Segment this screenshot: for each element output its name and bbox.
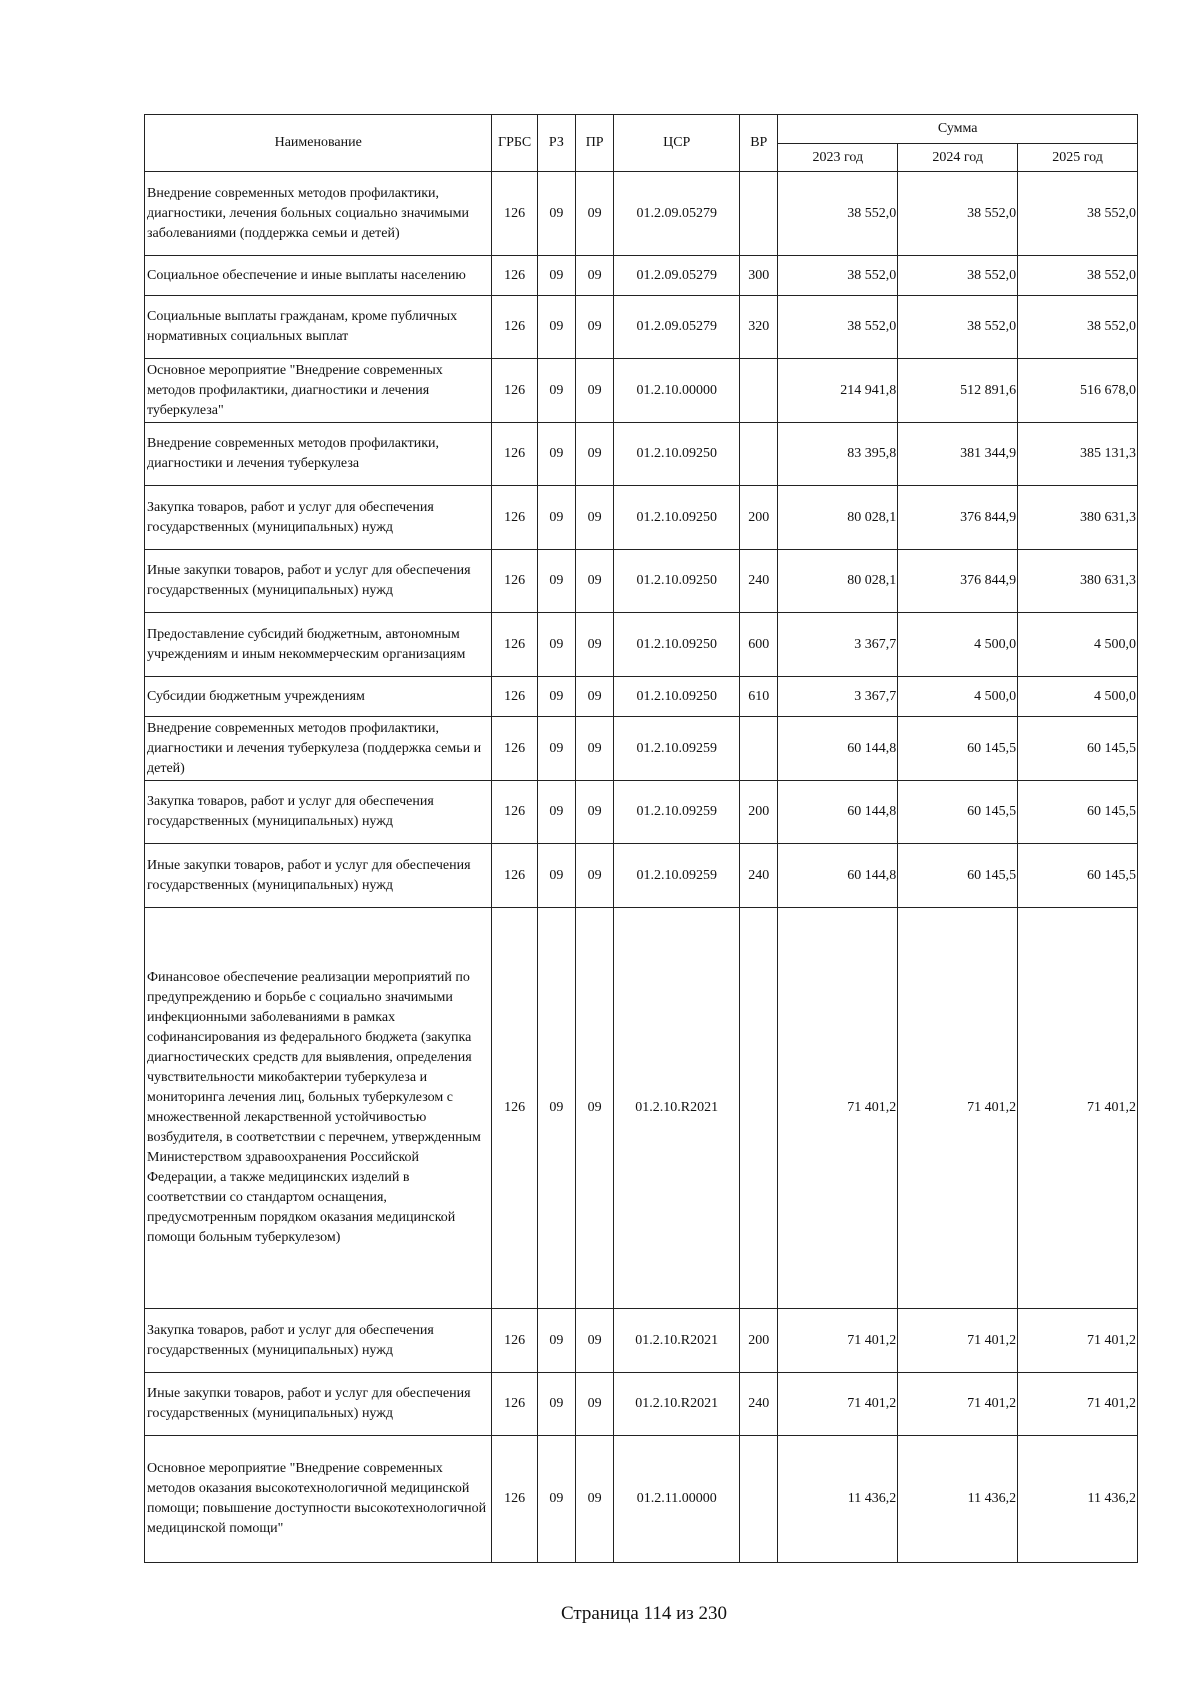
cell-sum-2023: 83 395,8 xyxy=(778,423,898,486)
cell-sum-2025: 4 500,0 xyxy=(1018,613,1138,677)
cell-csr: 01.2.09.05279 xyxy=(614,256,740,296)
cell-grbs: 126 xyxy=(492,613,537,677)
cell-sum-2024: 381 344,9 xyxy=(898,423,1018,486)
cell-vr xyxy=(740,1436,778,1563)
cell-rz: 09 xyxy=(537,844,575,908)
budget-table xyxy=(144,114,1138,1563)
cell-vr: 200 xyxy=(740,781,778,844)
cell-sum-2023: 80 028,1 xyxy=(778,486,898,550)
cell-grbs: 126 xyxy=(492,844,537,908)
cell-rz: 09 xyxy=(537,172,575,256)
table-row xyxy=(145,1309,1138,1373)
table-row xyxy=(145,486,1138,550)
table-row xyxy=(145,1436,1138,1563)
cell-vr xyxy=(740,717,778,781)
cell-grbs: 126 xyxy=(492,423,537,486)
header-vr: ВР xyxy=(740,115,778,172)
cell-name: Социальные выплаты гражданам, кроме публичных нормативных социальных выплат xyxy=(145,296,492,359)
cell-name: Иные закупки товаров, работ и услуг для обеспечения государственных (муниципальных) нужд xyxy=(145,1373,492,1436)
cell-sum-2025: 38 552,0 xyxy=(1018,256,1138,296)
cell-grbs: 126 xyxy=(492,1436,537,1563)
cell-vr: 320 xyxy=(740,296,778,359)
table-row xyxy=(145,256,1138,296)
cell-pr: 09 xyxy=(576,486,614,550)
cell-sum-2024: 11 436,2 xyxy=(898,1436,1018,1563)
header-name: Наименование xyxy=(145,115,492,172)
cell-rz: 09 xyxy=(537,296,575,359)
cell-sum-2023: 214 941,8 xyxy=(778,359,898,423)
cell-rz: 09 xyxy=(537,613,575,677)
cell-rz: 09 xyxy=(537,1436,575,1563)
cell-name: Внедрение современных методов профилактики, диагностики, лечения больных социально значимыми заболеваниями (поддержка семьи и детей) xyxy=(145,172,492,256)
header-year-2024: 2024 год xyxy=(898,144,1018,172)
cell-rz: 09 xyxy=(537,677,575,717)
cell-pr: 09 xyxy=(576,359,614,423)
header-year-2025: 2025 год xyxy=(1018,144,1138,172)
cell-sum-2025: 60 145,5 xyxy=(1018,717,1138,781)
cell-sum-2023: 3 367,7 xyxy=(778,677,898,717)
cell-rz: 09 xyxy=(537,359,575,423)
cell-sum-2024: 71 401,2 xyxy=(898,1309,1018,1373)
cell-sum-2023: 38 552,0 xyxy=(778,256,898,296)
cell-vr xyxy=(740,423,778,486)
cell-grbs: 126 xyxy=(492,359,537,423)
table-row xyxy=(145,296,1138,359)
cell-sum-2024: 38 552,0 xyxy=(898,172,1018,256)
cell-name: Закупка товаров, работ и услуг для обеспечения государственных (муниципальных) нужд xyxy=(145,486,492,550)
header-year-2023: 2023 год xyxy=(778,144,898,172)
cell-grbs: 126 xyxy=(492,486,537,550)
cell-name: Финансовое обеспечение реализации мероприятий по предупреждению и борьбе с социально значимыми инфекционными заболеваниями в рамках софинансирования из федерального бюджета (закупка диагностических средств для выявления, определения чувствительности микобактерии туберкулеза и мониторинга лечения лиц, больных туберкулезом с множественной лекарственной устойчивостью возбудителя, в соответствии с перечнем, утвержденным Министерством здравоохранения Российской Федерации, а также медицинских изделий в соответствии со стандартом оснащения, предусмотренным порядком оказания медицинской помощи больным туберкулезом) xyxy=(145,908,492,1309)
cell-sum-2023: 60 144,8 xyxy=(778,844,898,908)
table-row xyxy=(145,613,1138,677)
cell-name: Предоставление субсидий бюджетным, автономным учреждениям и иным некоммерческим организациям xyxy=(145,613,492,677)
cell-rz: 09 xyxy=(537,908,575,1309)
cell-pr: 09 xyxy=(576,613,614,677)
cell-pr: 09 xyxy=(576,172,614,256)
cell-grbs: 126 xyxy=(492,172,537,256)
cell-sum-2024: 38 552,0 xyxy=(898,256,1018,296)
cell-rz: 09 xyxy=(537,256,575,296)
cell-sum-2025: 38 552,0 xyxy=(1018,172,1138,256)
cell-pr: 09 xyxy=(576,296,614,359)
cell-sum-2025: 516 678,0 xyxy=(1018,359,1138,423)
cell-sum-2025: 60 145,5 xyxy=(1018,781,1138,844)
table-row xyxy=(145,359,1138,423)
cell-sum-2025: 380 631,3 xyxy=(1018,550,1138,613)
cell-sum-2024: 60 145,5 xyxy=(898,717,1018,781)
cell-sum-2023: 60 144,8 xyxy=(778,781,898,844)
cell-pr: 09 xyxy=(576,717,614,781)
cell-sum-2024: 376 844,9 xyxy=(898,550,1018,613)
cell-sum-2024: 60 145,5 xyxy=(898,781,1018,844)
cell-sum-2025: 380 631,3 xyxy=(1018,486,1138,550)
cell-csr: 01.2.10.09250 xyxy=(614,677,740,717)
cell-sum-2023: 38 552,0 xyxy=(778,172,898,256)
cell-csr: 01.2.10.R2021 xyxy=(614,1309,740,1373)
cell-csr: 01.2.10.09250 xyxy=(614,486,740,550)
cell-name: Основное мероприятие "Внедрение современных методов профилактики, диагностики и лечения туберкулеза" xyxy=(145,359,492,423)
cell-name: Иные закупки товаров, работ и услуг для обеспечения государственных (муниципальных) нужд xyxy=(145,550,492,613)
cell-csr: 01.2.11.00000 xyxy=(614,1436,740,1563)
cell-vr xyxy=(740,172,778,256)
cell-sum-2025: 4 500,0 xyxy=(1018,677,1138,717)
cell-csr: 01.2.10.R2021 xyxy=(614,908,740,1309)
cell-sum-2024: 38 552,0 xyxy=(898,296,1018,359)
table-body xyxy=(145,172,1138,1563)
cell-sum-2025: 60 145,5 xyxy=(1018,844,1138,908)
cell-name: Иные закупки товаров, работ и услуг для обеспечения государственных (муниципальных) нужд xyxy=(145,844,492,908)
cell-csr: 01.2.10.09259 xyxy=(614,844,740,908)
cell-pr: 09 xyxy=(576,908,614,1309)
cell-sum-2025: 38 552,0 xyxy=(1018,296,1138,359)
cell-vr xyxy=(740,359,778,423)
cell-pr: 09 xyxy=(576,677,614,717)
cell-vr: 610 xyxy=(740,677,778,717)
table-row xyxy=(145,781,1138,844)
cell-pr: 09 xyxy=(576,423,614,486)
header-pr: ПР xyxy=(576,115,614,172)
cell-sum-2024: 376 844,9 xyxy=(898,486,1018,550)
cell-pr: 09 xyxy=(576,844,614,908)
header-sum: Сумма xyxy=(778,115,1138,144)
cell-pr: 09 xyxy=(576,256,614,296)
cell-csr: 01.2.10.R2021 xyxy=(614,1373,740,1436)
cell-sum-2024: 4 500,0 xyxy=(898,677,1018,717)
cell-vr xyxy=(740,908,778,1309)
cell-rz: 09 xyxy=(537,717,575,781)
cell-sum-2023: 71 401,2 xyxy=(778,1309,898,1373)
cell-grbs: 126 xyxy=(492,256,537,296)
cell-csr: 01.2.10.09250 xyxy=(614,613,740,677)
cell-name: Закупка товаров, работ и услуг для обеспечения государственных (муниципальных) нужд xyxy=(145,1309,492,1373)
cell-sum-2024: 71 401,2 xyxy=(898,908,1018,1309)
cell-sum-2024: 4 500,0 xyxy=(898,613,1018,677)
cell-grbs: 126 xyxy=(492,550,537,613)
cell-name: Внедрение современных методов профилактики, диагностики и лечения туберкулеза xyxy=(145,423,492,486)
cell-sum-2023: 71 401,2 xyxy=(778,1373,898,1436)
cell-rz: 09 xyxy=(537,550,575,613)
table-row xyxy=(145,423,1138,486)
cell-pr: 09 xyxy=(576,1373,614,1436)
cell-vr: 300 xyxy=(740,256,778,296)
cell-vr: 240 xyxy=(740,844,778,908)
cell-sum-2023: 60 144,8 xyxy=(778,717,898,781)
header-csr: ЦСР xyxy=(614,115,740,172)
cell-grbs: 126 xyxy=(492,1309,537,1373)
cell-pr: 09 xyxy=(576,1436,614,1563)
header-rz: РЗ xyxy=(537,115,575,172)
cell-sum-2024: 512 891,6 xyxy=(898,359,1018,423)
cell-name: Субсидии бюджетным учреждениям xyxy=(145,677,492,717)
cell-sum-2023: 71 401,2 xyxy=(778,908,898,1309)
cell-grbs: 126 xyxy=(492,296,537,359)
table-row xyxy=(145,550,1138,613)
cell-sum-2023: 11 436,2 xyxy=(778,1436,898,1563)
cell-vr: 600 xyxy=(740,613,778,677)
cell-sum-2024: 60 145,5 xyxy=(898,844,1018,908)
cell-sum-2023: 38 552,0 xyxy=(778,296,898,359)
cell-sum-2025: 11 436,2 xyxy=(1018,1436,1138,1563)
cell-grbs: 126 xyxy=(492,908,537,1309)
cell-csr: 01.2.10.09259 xyxy=(614,717,740,781)
cell-name: Внедрение современных методов профилактики, диагностики и лечения туберкулеза (поддержка семьи и детей) xyxy=(145,717,492,781)
table-row xyxy=(145,1373,1138,1436)
cell-csr: 01.2.09.05279 xyxy=(614,172,740,256)
cell-sum-2023: 80 028,1 xyxy=(778,550,898,613)
cell-rz: 09 xyxy=(537,781,575,844)
cell-csr: 01.2.10.09250 xyxy=(614,423,740,486)
header-grbs: ГРБС xyxy=(492,115,537,172)
cell-name: Закупка товаров, работ и услуг для обеспечения государственных (муниципальных) нужд xyxy=(145,781,492,844)
cell-vr: 200 xyxy=(740,486,778,550)
cell-vr: 240 xyxy=(740,1373,778,1436)
cell-pr: 09 xyxy=(576,1309,614,1373)
cell-pr: 09 xyxy=(576,550,614,613)
cell-sum-2024: 71 401,2 xyxy=(898,1373,1018,1436)
table-row xyxy=(145,677,1138,717)
cell-rz: 09 xyxy=(537,1373,575,1436)
cell-grbs: 126 xyxy=(492,717,537,781)
cell-vr: 240 xyxy=(740,550,778,613)
table-row xyxy=(145,908,1138,1309)
cell-sum-2025: 71 401,2 xyxy=(1018,908,1138,1309)
cell-rz: 09 xyxy=(537,1309,575,1373)
cell-sum-2025: 385 131,3 xyxy=(1018,423,1138,486)
cell-grbs: 126 xyxy=(492,677,537,717)
cell-sum-2025: 71 401,2 xyxy=(1018,1309,1138,1373)
cell-pr: 09 xyxy=(576,781,614,844)
page-number: Страница 114 из 230 xyxy=(560,1603,728,1624)
table-row xyxy=(145,844,1138,908)
cell-rz: 09 xyxy=(537,423,575,486)
cell-csr: 01.2.10.00000 xyxy=(614,359,740,423)
table-row xyxy=(145,172,1138,256)
cell-csr: 01.2.10.09259 xyxy=(614,781,740,844)
cell-name: Социальное обеспечение и иные выплаты населению xyxy=(145,256,492,296)
cell-vr: 200 xyxy=(740,1309,778,1373)
cell-sum-2023: 3 367,7 xyxy=(778,613,898,677)
table-row xyxy=(145,717,1138,781)
cell-grbs: 126 xyxy=(492,781,537,844)
cell-csr: 01.2.10.09250 xyxy=(614,550,740,613)
cell-sum-2025: 71 401,2 xyxy=(1018,1373,1138,1436)
cell-rz: 09 xyxy=(537,486,575,550)
cell-csr: 01.2.09.05279 xyxy=(614,296,740,359)
cell-name: Основное мероприятие "Внедрение современных методов оказания высокотехнологичной медицинской помощи; повышение доступности высокотехнологичной медицинской помощи" xyxy=(145,1436,492,1563)
cell-grbs: 126 xyxy=(492,1373,537,1436)
